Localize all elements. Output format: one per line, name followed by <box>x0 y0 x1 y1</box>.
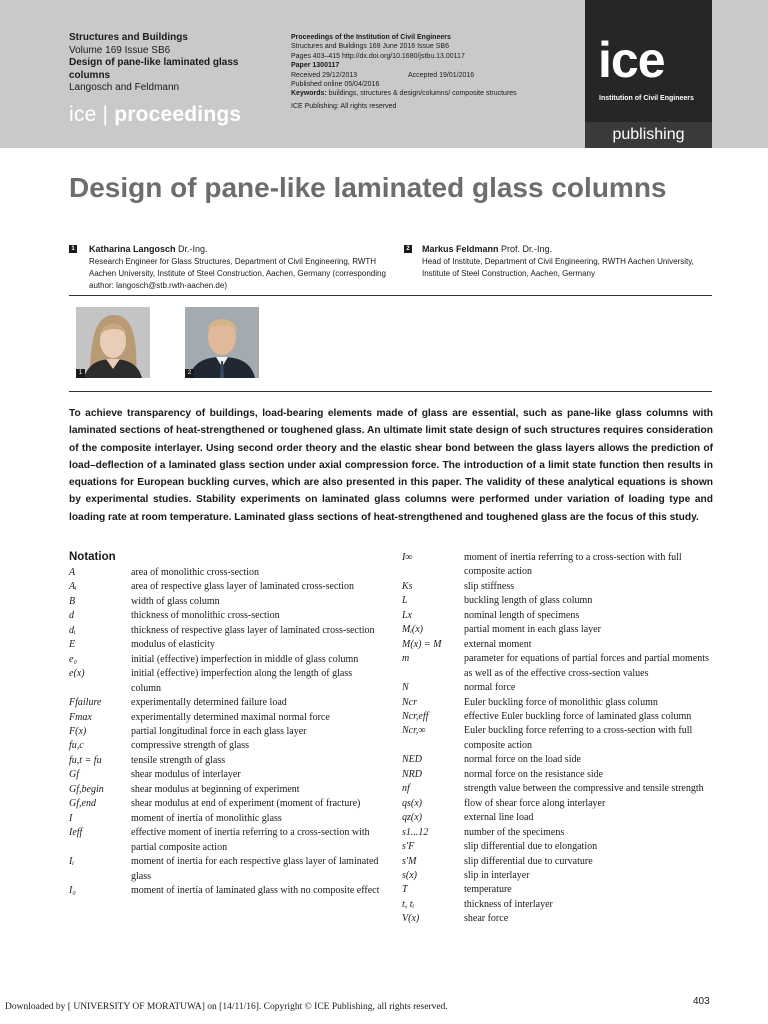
notation-definition: slip stiffness <box>464 580 515 592</box>
notation-definition: Euler buckling force referring to a cross-section with full composite action <box>464 725 693 751</box>
abstract: To achieve transparency of buildings, load-bearing elements made of glass are essential, such as pane-like glass columns with laminated sections of heat-strengthened or toughened glass. An ultimate limit state design of such structures requires consideration of the composite interlayer. Using second order theory and the elastic shear bond between the glass layers allows the prediction of load–deflection of a laminated glass section under axial compression force. The introduction of a limit state function then results in equations for European buckling curves, which are also presented in this paper. The validity of these analytical equations is shown by experimental studies. Stability experiments on laminated glass columns were performed under variation of loading type and loading rate at room temperature. Laminated glass sections of heat-strengthened and toughened glass are the focus of this study. <box>69 408 713 523</box>
notation-definition: shear modulus at end of experiment (moment of fracture) <box>131 798 361 810</box>
notation-entry <box>402 638 714 652</box>
notation-entry <box>402 883 714 897</box>
notation-entry <box>69 566 381 580</box>
logo-institution: Institution of Civil Engineers <box>599 95 694 102</box>
notation-symbol: NED <box>402 754 422 766</box>
notation-symbol: V(x) <box>402 913 420 925</box>
notation-definition: compressive strength of glass <box>131 740 250 752</box>
notation-definition: thickness of interlayer <box>464 898 553 910</box>
author-1-name: Katharina Langosch <box>89 244 176 254</box>
notation-definition: partial longitudinal force in each glass layer <box>131 725 307 737</box>
notation-definition: flow of shear force along interlayer <box>464 797 606 809</box>
notation-symbol: m <box>402 653 410 665</box>
author-2-affiliation: Head of Institute, Department of Civil Engineering, RWTH Aachen University, Institute of Steel Construction, Aachen, Germany <box>422 256 694 278</box>
notation-definition: initial (effective) imperfection along the length of glass column <box>131 668 353 694</box>
notation-definition: normal force on the load side <box>464 754 581 766</box>
portrait-woman-image <box>76 307 150 378</box>
notation-entry <box>69 797 381 811</box>
notation-symbol: Gf,end <box>69 798 96 810</box>
notation-definition: initial (effective) imperfection in middle of glass column <box>131 653 359 665</box>
notation-definition: moment of inertia referring to a cross-section with full composite action <box>464 552 682 578</box>
notation-definition: slip differential due to curvature <box>464 855 593 867</box>
notation-entry <box>69 609 381 623</box>
notation-definition: moment of inertia for each respective glass layer of laminated glass <box>131 856 379 882</box>
notation-definition: area of monolithic cross-section <box>131 567 260 578</box>
notation-definition: experimentally determined maximal normal force <box>131 711 330 723</box>
notation-entry <box>402 768 714 782</box>
notation-definition: shear force <box>464 913 509 925</box>
author-2-number: 2 <box>404 245 412 253</box>
notation-entry <box>402 696 714 710</box>
notation-definition: experimentally determined failure load <box>131 697 287 709</box>
doi-line[interactable]: Pages 403–415 http://dx.doi.org/10.1680/jstbu.13.00117 <box>291 52 465 60</box>
notation-symbol: Ncr <box>402 696 417 708</box>
notation-entry <box>69 754 381 768</box>
notation-entry <box>402 623 714 637</box>
notation-entry <box>402 681 714 695</box>
notation-symbol: Ks <box>402 580 413 592</box>
notation-symbol: M(x) = M <box>402 638 442 650</box>
notation-definition: normal force <box>464 682 516 694</box>
notation-symbol: dᵢ <box>69 624 76 636</box>
notation-definition: shear modulus of interlayer <box>131 769 241 781</box>
citation-block <box>69 32 269 95</box>
journal-header <box>0 0 768 148</box>
author-2-name: Markus Feldmann <box>422 244 499 254</box>
author-1 <box>69 243 399 292</box>
notation-entry <box>402 652 714 681</box>
header-authors: Langosch and Feldmann <box>69 82 180 94</box>
page-number: 403 <box>693 996 710 1007</box>
divider-bottom <box>69 391 712 392</box>
publication-details <box>291 33 581 111</box>
brand-suffix: proceedings <box>114 103 242 126</box>
notation-entry <box>69 624 381 638</box>
notation-definition: slip in interlayer <box>464 869 530 881</box>
volume-info: Volume 169 Issue SB6 <box>69 44 171 56</box>
header-article-title: Design of pane-like laminated glass columns <box>69 57 239 81</box>
notation-symbol: I₀ <box>69 884 76 896</box>
notation-entry <box>402 782 714 796</box>
article-title: Design of pane-like laminated glass columns <box>69 172 667 203</box>
notation-entry <box>69 768 381 782</box>
accepted-date: Accepted 19/01/2016 <box>408 71 475 79</box>
notation-symbol: nf <box>402 783 410 795</box>
notation-entry <box>69 653 381 667</box>
notation-definition: modulus of elasticity <box>131 639 215 651</box>
proceedings-line-1: Structures and Buildings 169 June 2016 Issue SB6 <box>291 43 449 51</box>
notation-entry <box>402 797 714 811</box>
notation-list-right <box>402 551 714 927</box>
notation-definition: slip differential due to elongation <box>464 841 598 853</box>
notation-symbol: t, tᵢ <box>402 898 415 910</box>
notation-symbol: B <box>69 595 76 607</box>
notation-symbol: e₀ <box>69 653 77 665</box>
author-2 <box>404 243 714 280</box>
notation-symbol: Mᵢ(x) <box>402 624 424 636</box>
notation-entry <box>402 912 714 926</box>
notation-definition: tensile strength of glass <box>131 754 226 766</box>
notation-entry <box>69 595 381 609</box>
notation-definition: external moment <box>464 638 532 650</box>
notation-entry <box>69 696 381 710</box>
notation-definition: area of respective glass layer of laminated cross-section <box>131 581 354 593</box>
notation-definition: nominal length of specimens <box>464 609 580 621</box>
notation-symbol: Ncr,eff <box>402 710 429 722</box>
ice-proceedings-brand <box>69 103 241 127</box>
notation-symbol: E <box>69 639 76 651</box>
photo-1-number: 1 <box>76 369 85 378</box>
notation-entry <box>402 609 714 623</box>
notation-symbol: qs(x) <box>402 797 422 809</box>
author-2-photo <box>185 307 259 378</box>
notation-entry <box>69 638 381 652</box>
logo-top <box>585 0 712 122</box>
notation-symbol: d <box>69 610 74 622</box>
notation-entry <box>69 580 381 594</box>
notation-symbol: e(x) <box>69 668 85 680</box>
notation-entry <box>69 739 381 753</box>
notation-symbol: I∞ <box>402 552 413 563</box>
proceedings-title: Proceedings of the Institution of Civil Engineers <box>291 34 451 41</box>
notation-symbol: T <box>402 884 408 896</box>
notation-symbol: s(x) <box>402 869 417 881</box>
notation-symbol: Ieff <box>69 827 83 839</box>
keywords-label: Keywords: <box>291 90 327 98</box>
notation-definition: effective moment of inertia referring to a cross-section with partial composite action <box>131 827 370 853</box>
logo-ice-text: ice <box>598 32 665 88</box>
notation-definition: number of the specimens <box>464 826 565 838</box>
notation-symbol: Aᵢ <box>69 581 77 593</box>
notation-entry <box>402 724 714 753</box>
notation-definition: temperature <box>464 884 512 896</box>
notation-symbol: Gf,begin <box>69 783 104 795</box>
notation-definition: moment of inertia of monolithic glass <box>131 812 282 824</box>
divider-top <box>69 295 712 296</box>
brand-prefix: ice <box>69 103 97 126</box>
notation-symbol: Lx <box>402 609 412 621</box>
notation-definition: effective Euler buckling force of laminated glass column <box>464 710 692 722</box>
notation-definition: Euler buckling force of monolithic glass column <box>464 696 658 708</box>
notation-symbol: fu,t = fu <box>69 754 102 766</box>
notation-definition: width of glass column <box>131 595 220 607</box>
notation-entry <box>402 840 714 854</box>
notation-entry <box>69 711 381 725</box>
notation-symbol: Iᵢ <box>69 856 74 868</box>
notation-symbol: s′F <box>402 841 415 853</box>
author-1-affiliation: Research Engineer for Glass Structures, Department of Civil Engineering, RWTH Aachen University, Institute of Steel Construction, Aachen, Germany (corresponding author: langosch@stb.rwth-aachen.de) <box>89 256 386 290</box>
notation-definition: external line load <box>464 812 534 824</box>
notation-symbol: Fmax <box>69 711 92 723</box>
notation-entry <box>69 826 381 855</box>
author-1-number: 1 <box>69 245 77 253</box>
notation-symbol: N <box>402 682 409 694</box>
notation-definition: strength value between the compressive and tensile strength <box>464 783 704 795</box>
published-date: Published online 05/04/2016 <box>291 81 380 89</box>
notation-definition: thickness of monolithic cross-section <box>131 610 280 622</box>
portrait-man-image <box>185 307 259 378</box>
ice-publishing-logo <box>585 0 712 148</box>
notation-entry <box>402 753 714 767</box>
notation-entry <box>69 884 381 898</box>
rights-line: ICE Publishing: All rights reserved <box>291 102 397 110</box>
keywords <box>291 89 581 98</box>
notation-definition: partial moment in each glass layer <box>464 624 601 636</box>
paper-number: Paper 1300117 <box>291 62 340 70</box>
notation-entry <box>402 551 714 580</box>
notation-symbol: fu,c <box>69 740 84 752</box>
notation-symbol: A <box>69 567 76 578</box>
notation-entry <box>69 667 381 696</box>
author-1-degree: Dr.-Ing. <box>175 244 208 254</box>
notation-symbol: Ffailure <box>69 697 102 709</box>
photo-2-number: 2 <box>185 369 194 378</box>
notation-entry <box>69 855 381 884</box>
notation-symbol: L <box>402 595 408 607</box>
notation-list-left <box>69 566 381 898</box>
journal-name: Structures and Buildings <box>69 32 188 43</box>
notation-entry <box>402 869 714 883</box>
notation-symbol: s1...12 <box>402 826 429 838</box>
notation-symbol: qz(x) <box>402 812 422 824</box>
notation-entry <box>402 710 714 724</box>
notation-entry <box>69 812 381 826</box>
notation-definition: normal force on the resistance side <box>464 768 604 780</box>
notation-entry <box>402 811 714 825</box>
notation-entry <box>402 826 714 840</box>
notation-symbol: F(x) <box>69 725 87 737</box>
brand-separator: | <box>102 103 115 126</box>
notation-definition: buckling length of glass column <box>464 595 593 607</box>
notation-entry <box>402 855 714 869</box>
keywords-value: buildings, structures & design/columns/ composite structures <box>328 90 517 98</box>
logo-publishing: publishing <box>585 122 712 148</box>
notation-definition: moment of inertia of laminated glass with no composite effect <box>131 884 380 896</box>
notation-symbol: NRD <box>402 768 422 780</box>
author-1-photo <box>76 307 150 378</box>
download-footer: Downloaded by [ UNIVERSITY OF MORATUWA] on [14/11/16]. Copyright © ICE Publishing, all rights reserved. <box>5 1002 448 1012</box>
received-date: Received 29/12/2013 <box>291 71 358 79</box>
notation-symbol: Ncr,∞ <box>402 725 426 737</box>
notation-symbol: I <box>69 812 73 824</box>
notation-entry <box>402 898 714 912</box>
notation-symbol: s′M <box>402 855 417 867</box>
notation-heading: Notation <box>69 551 116 563</box>
notation-definition: parameter for equations of partial forces and partial moments as well as of the effective cross-section values <box>464 653 709 679</box>
dates-row <box>291 71 581 80</box>
notation-entry <box>69 725 381 739</box>
notation-entry <box>402 580 714 594</box>
notation-symbol: Gf <box>69 769 79 781</box>
notation-entry <box>402 594 714 608</box>
notation-entry <box>69 783 381 797</box>
notation-definition: thickness of respective glass layer of laminated cross-section <box>131 624 375 636</box>
author-2-degree: Prof. Dr.-Ing. <box>498 244 553 254</box>
notation-definition: shear modulus at beginning of experiment <box>131 783 300 795</box>
